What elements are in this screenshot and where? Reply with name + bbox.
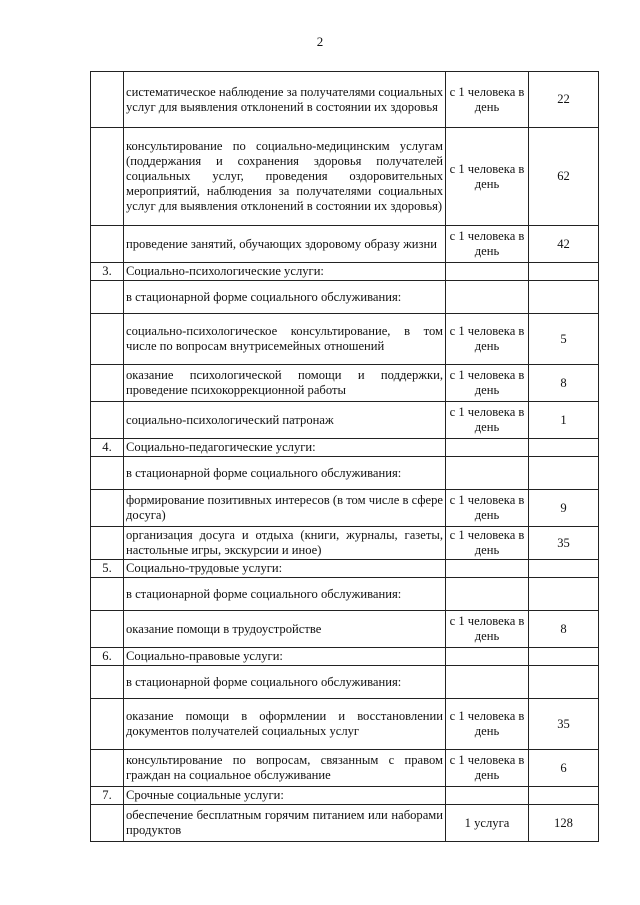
table-row — [91, 611, 599, 648]
services-table — [90, 71, 599, 842]
service-description: Срочные социальные услуги: — [124, 787, 446, 805]
service-unit: с 1 человека в день — [446, 490, 529, 527]
service-description: социально-психологическое консультирование, в том числе по вопросам внутрисемейных отношений — [124, 314, 446, 365]
table-row — [91, 402, 599, 439]
service-description: в стационарной форме социального обслуживания: — [124, 666, 446, 699]
table-row — [91, 666, 599, 699]
table-row — [91, 750, 599, 787]
table-row — [91, 72, 599, 128]
service-description: оказание помощи в трудоустройстве — [124, 611, 446, 648]
service-description: в стационарной форме социального обслуживания: — [124, 281, 446, 314]
service-description: оказание помощи в оформлении и восстановлении документов получателей социальных услуг — [124, 699, 446, 750]
section-row — [91, 263, 599, 281]
service-description: консультирование по социально-медицинским услугам (поддержания и сохранения здоровья получателей социальных услуг, проведения оздоровительных мероприятий, наблюдения за получателями социальных услуг для выявления отклонений в состоянии их здоровья) — [124, 128, 446, 226]
row-number — [91, 527, 124, 560]
service-description: Социально-психологические услуги: — [124, 263, 446, 281]
table-row — [91, 314, 599, 365]
service-unit: с 1 человека в день — [446, 402, 529, 439]
table-row — [91, 805, 599, 842]
section-row — [91, 648, 599, 666]
service-quantity — [529, 787, 599, 805]
service-quantity — [529, 560, 599, 578]
row-number — [91, 365, 124, 402]
service-description: формирование позитивных интересов (в том числе в сфере досуга) — [124, 490, 446, 527]
service-quantity — [529, 281, 599, 314]
service-description: систематическое наблюдение за получателями социальных услуг для выявления отклонений в состоянии их здоровья — [124, 72, 446, 128]
table-row — [91, 365, 599, 402]
row-number — [91, 226, 124, 263]
row-number — [91, 281, 124, 314]
row-number — [91, 666, 124, 699]
service-description: Социально-педагогические услуги: — [124, 439, 446, 457]
service-unit: с 1 человека в день — [446, 365, 529, 402]
service-unit — [446, 457, 529, 490]
service-quantity: 128 — [529, 805, 599, 842]
row-number — [91, 750, 124, 787]
service-description: организация досуга и отдыха (книги, журналы, газеты, настольные игры, экскурсии и иное) — [124, 527, 446, 560]
page-number: 2 — [316, 34, 324, 49]
service-quantity: 1 — [529, 402, 599, 439]
row-number — [91, 457, 124, 490]
row-number — [91, 699, 124, 750]
service-unit: 1 услуга — [446, 805, 529, 842]
service-unit: с 1 человека в день — [446, 611, 529, 648]
table-row — [91, 226, 599, 263]
service-quantity — [529, 457, 599, 490]
service-quantity: 35 — [529, 699, 599, 750]
service-quantity: 9 — [529, 490, 599, 527]
service-unit — [446, 439, 529, 457]
service-description: обеспечение бесплатным горячим питанием или наборами продуктов — [124, 805, 446, 842]
row-number: 4. — [91, 439, 124, 457]
row-number: 3. — [91, 263, 124, 281]
service-quantity: 35 — [529, 527, 599, 560]
service-unit: с 1 человека в день — [446, 699, 529, 750]
service-quantity — [529, 263, 599, 281]
row-number — [91, 805, 124, 842]
row-number — [91, 314, 124, 365]
service-unit — [446, 648, 529, 666]
service-quantity — [529, 648, 599, 666]
service-quantity: 6 — [529, 750, 599, 787]
section-row — [91, 787, 599, 805]
service-unit — [446, 263, 529, 281]
service-unit — [446, 787, 529, 805]
service-quantity: 8 — [529, 365, 599, 402]
table-row — [91, 699, 599, 750]
service-quantity: 22 — [529, 72, 599, 128]
service-description: Социально-трудовые услуги: — [124, 560, 446, 578]
row-number — [91, 611, 124, 648]
section-row — [91, 560, 599, 578]
service-quantity: 5 — [529, 314, 599, 365]
service-description: в стационарной форме социального обслуживания: — [124, 457, 446, 490]
row-number — [91, 128, 124, 226]
service-description: социально-психологический патронаж — [124, 402, 446, 439]
service-unit — [446, 666, 529, 699]
table-row — [91, 281, 599, 314]
service-description: проведение занятий, обучающих здоровому образу жизни — [124, 226, 446, 263]
table-row — [91, 128, 599, 226]
service-quantity — [529, 578, 599, 611]
service-quantity — [529, 439, 599, 457]
service-unit — [446, 281, 529, 314]
row-number — [91, 490, 124, 527]
service-unit — [446, 560, 529, 578]
service-unit: с 1 человека в день — [446, 750, 529, 787]
row-number — [91, 72, 124, 128]
service-unit: с 1 человека в день — [446, 314, 529, 365]
service-quantity: 62 — [529, 128, 599, 226]
service-unit: с 1 человека в день — [446, 72, 529, 128]
service-description: в стационарной форме социального обслуживания: — [124, 578, 446, 611]
section-row — [91, 439, 599, 457]
service-unit — [446, 578, 529, 611]
service-quantity: 8 — [529, 611, 599, 648]
row-number: 6. — [91, 648, 124, 666]
service-unit: с 1 человека в день — [446, 226, 529, 263]
table-row — [91, 490, 599, 527]
service-description: консультирование по вопросам, связанным с правом граждан на социальное обслуживание — [124, 750, 446, 787]
service-quantity: 42 — [529, 226, 599, 263]
row-number — [91, 578, 124, 611]
table-row — [91, 457, 599, 490]
service-quantity — [529, 666, 599, 699]
row-number: 7. — [91, 787, 124, 805]
service-unit: с 1 человека в день — [446, 527, 529, 560]
row-number: 5. — [91, 560, 124, 578]
row-number — [91, 402, 124, 439]
service-description: Социально-правовые услуги: — [124, 648, 446, 666]
table-row — [91, 578, 599, 611]
service-unit: с 1 человека в день — [446, 128, 529, 226]
table-row — [91, 527, 599, 560]
service-description: оказание психологической помощи и поддержки, проведение психокоррекционной работы — [124, 365, 446, 402]
